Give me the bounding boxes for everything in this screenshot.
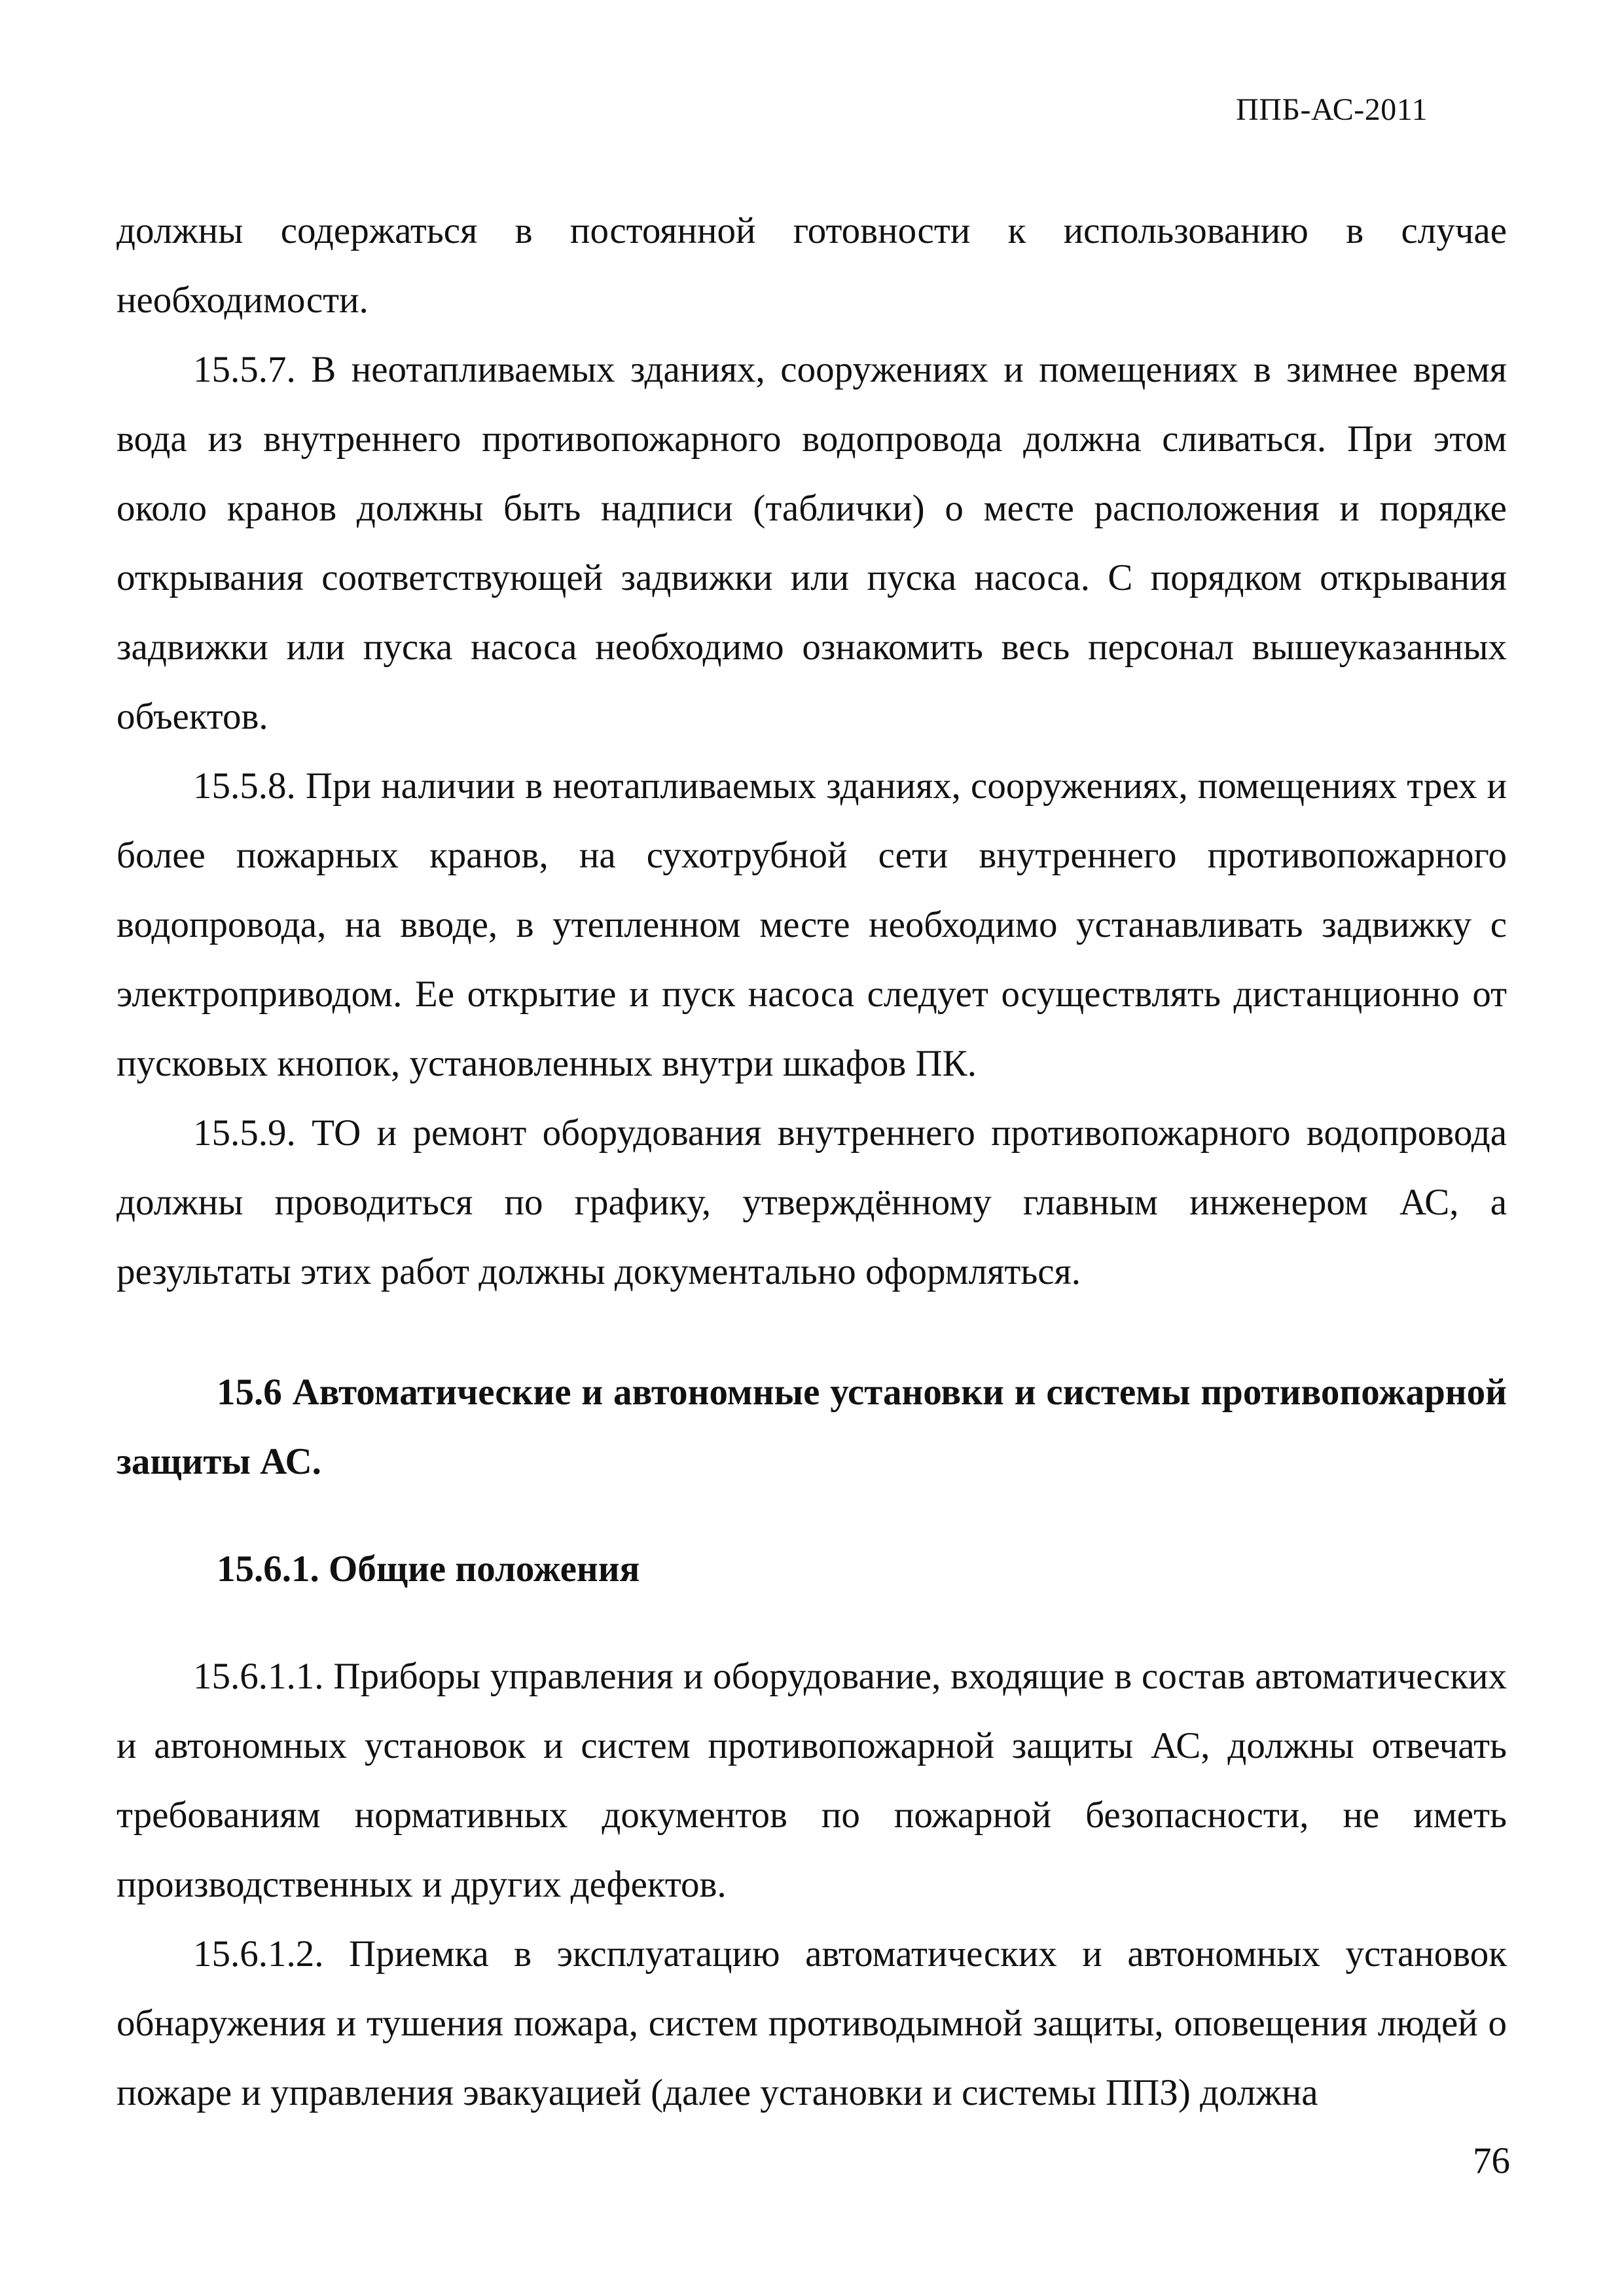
section-heading-15-6: 15.6 Автоматические и автономные установки и системы противопожарной защиты АС. [117, 1372, 1507, 1482]
paragraph-15-6-1-2: 15.6.1.2. Приемка в эксплуатацию автоматических и автономных установок обнаружения и тушения пожара, систем противодымной защиты, оповещения людей о пожаре и управления эвакуацией (далее установки и системы ППЗ) должна [117, 1933, 1507, 2113]
page-number: 76 [1473, 2140, 1510, 2181]
paragraph-15-5-8: 15.5.8. При наличии в неотапливаемых зданиях, сооружениях, помещениях трех и более пожарных кранов, на сухотрубной сети внутреннего противопожарного водопровода, на вводе, в утепленном месте необходимо устанавливать задвижку с электроприводом. Ее открытие и пуск насоса следует осуществлять дистанционно от пусковых кнопок, установленных внутри шкафов ПК. [117, 765, 1507, 1084]
continuation-paragraph: должны содержаться в постоянной готовности к использованию в случае необходимости. [117, 210, 1507, 321]
paragraph-15-6-1-1: 15.6.1.1. Приборы управления и оборудование, входящие в состав автоматических и автономных установок и систем противопожарной защиты АС, должны отвечать требованиям нормативных документов по пожарной безопасности, не иметь производственных и других дефектов. [117, 1656, 1507, 1905]
paragraph-15-5-7: 15.5.7. В неотапливаемых зданиях, сооружениях и помещениях в зимнее время вода из внутреннего противопожарного водопровода должна сливаться. При этом около кранов должны быть надписи (таблички) о месте расположения и порядке открывания соответствующей задвижки или пуска насоса. С порядком открывания задвижки или пуска насоса необходимо ознакомить весь персонал вышеуказанных объектов. [117, 349, 1507, 737]
page-content [117, 196, 1507, 2128]
document-code-header: ППБ-АС-2011 [1236, 92, 1428, 127]
paragraph-15-5-9: 15.5.9. ТО и ремонт оборудования внутреннего противопожарного водопровода должны проводиться по графику, утверждённому главным инженером АС, а результаты этих работ должны документально оформляться. [117, 1112, 1507, 1292]
subsection-heading-15-6-1: 15.6.1. Общие положения [217, 1548, 640, 1590]
